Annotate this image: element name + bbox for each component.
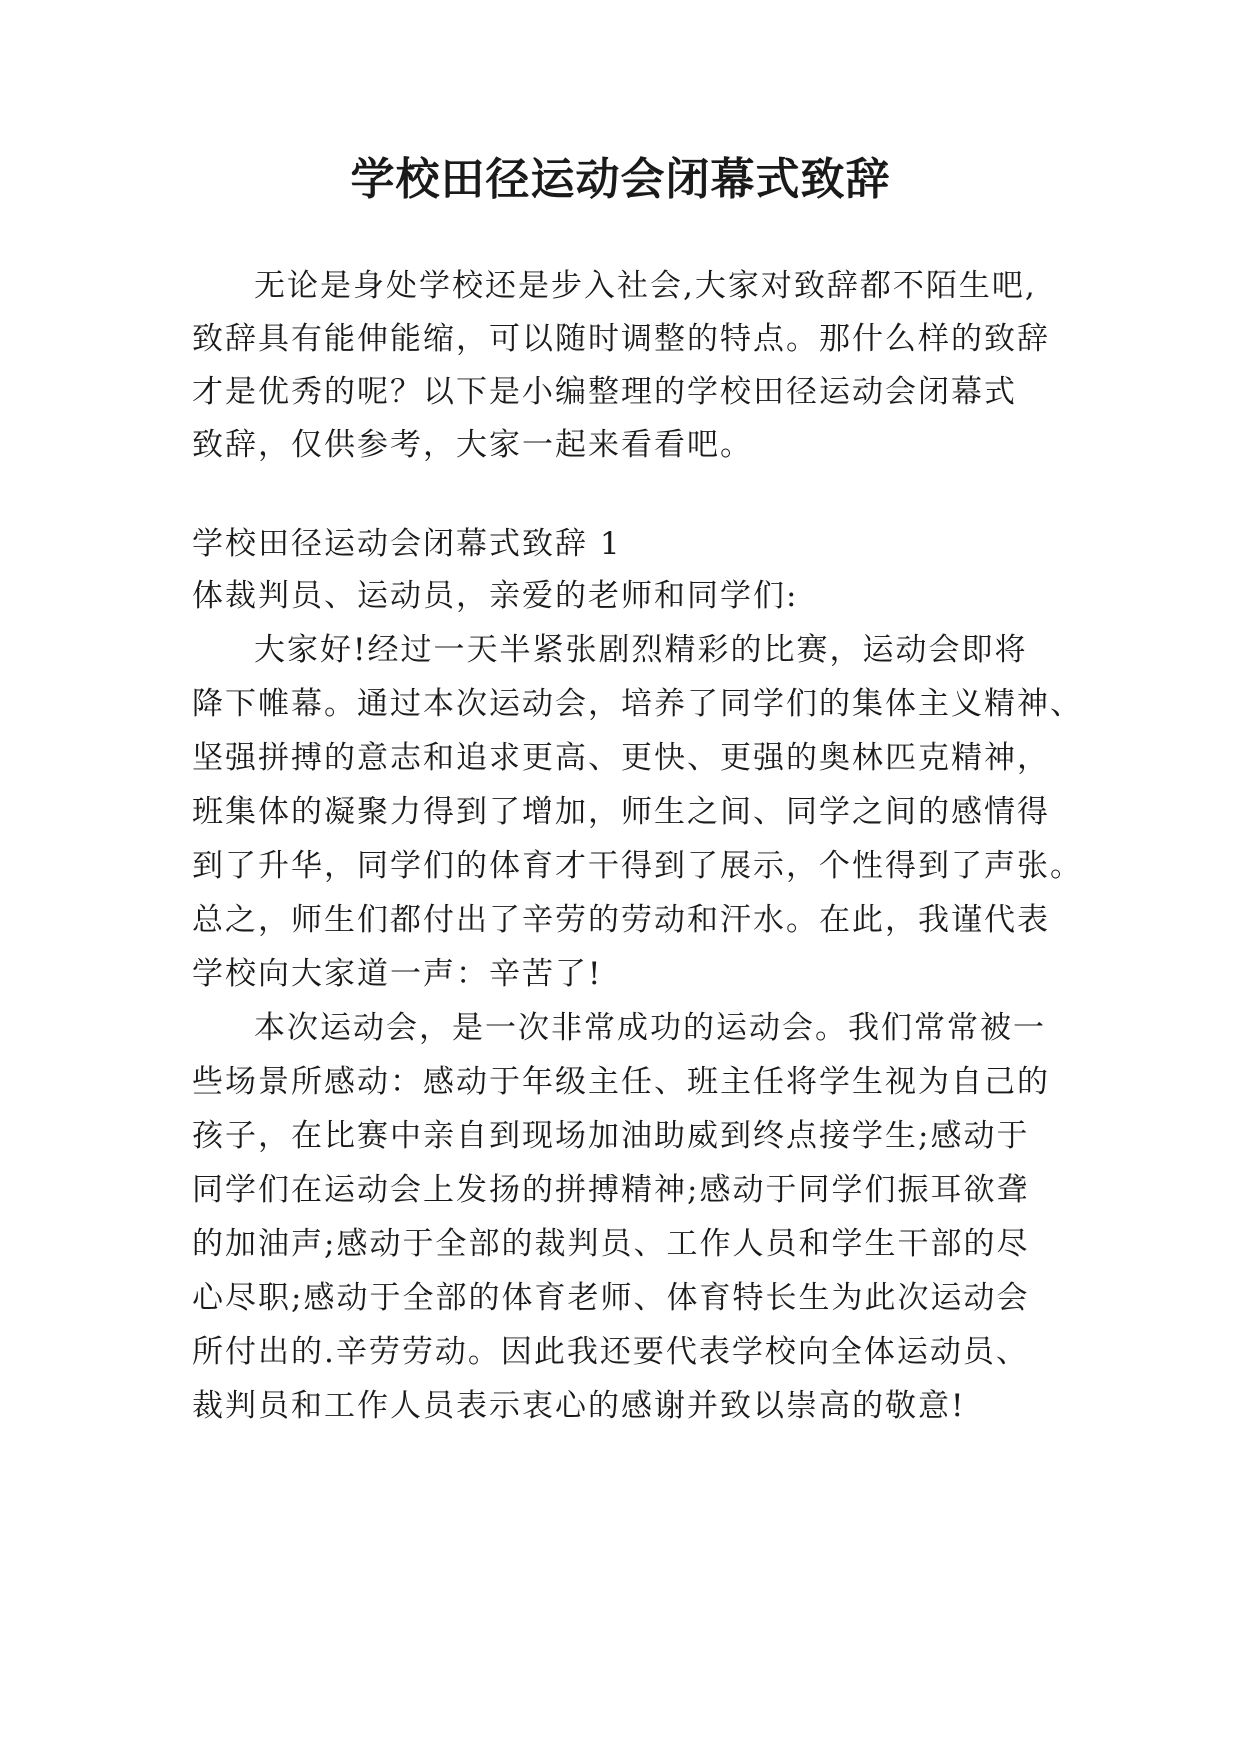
paragraph-line: 到了升华，同学们的体育才干得到了展示，个性得到了声张。 [192, 848, 1083, 884]
paragraph-line: 本次运动会，是一次非常成功的运动会。我们常常被一 [254, 1010, 1046, 1046]
paragraph-line: 降下帷幕。通过本次运动会，培养了同学们的集体主义精神、 [192, 686, 1083, 722]
paragraph-line: 总之，师生们都付出了辛劳的劳动和汗水。在此，我谨代表 [192, 902, 1050, 938]
paragraph-line: 的加油声;感动于全部的裁判员、工作人员和学生干部的尽 [192, 1226, 1030, 1262]
salutation: 体裁判员、运动员，亲爱的老师和同学们: [192, 578, 799, 614]
intro-line: 致辞具有能伸能缩，可以随时调整的特点。那什么样的致辞 [192, 321, 1050, 357]
paragraph-line: 学校向大家道一声：辛苦了! [192, 956, 603, 992]
paragraph-line: 些场景所感动：感动于年级主任、班主任将学生视为自己的 [192, 1064, 1050, 1100]
paragraph-line: 心尽职;感动于全部的体育老师、体育特长生为此次运动会 [192, 1280, 1030, 1316]
paragraph-line: 大家好!经过一天半紧张剧烈精彩的比赛，运动会即将 [254, 632, 1028, 668]
paragraph-line: 孩子，在比赛中亲自到现场加油助威到终点接学生;感动于 [192, 1118, 1030, 1154]
intro-line: 致辞，仅供参考，大家一起来看看吧。 [192, 427, 753, 463]
paragraph-line: 坚强拼搏的意志和追求更高、更快、更强的奥林匹克精神， [192, 740, 1050, 776]
paragraph-line: 同学们在运动会上发扬的拼搏精神;感动于同学们振耳欲聋 [192, 1172, 1030, 1208]
section-heading: 学校田径运动会闭幕式致辞 1 [192, 526, 622, 562]
paragraph-line: 裁判员和工作人员表示衷心的感谢并致以崇高的敬意! [192, 1388, 966, 1424]
intro-line: 无论是身处学校还是步入社会,大家对致辞都不陌生吧, [254, 268, 1037, 304]
paragraph-line: 所付出的.辛劳劳动。因此我还要代表学校向全体运动员、 [192, 1334, 1029, 1370]
paragraph-line: 班集体的凝聚力得到了增加，师生之间、同学之间的感情得 [192, 794, 1050, 830]
document-title: 学校田径运动会闭幕式致辞 [350, 154, 891, 205]
intro-line: 才是优秀的呢？以下是小编整理的学校田径运动会闭幕式 [192, 374, 1017, 410]
